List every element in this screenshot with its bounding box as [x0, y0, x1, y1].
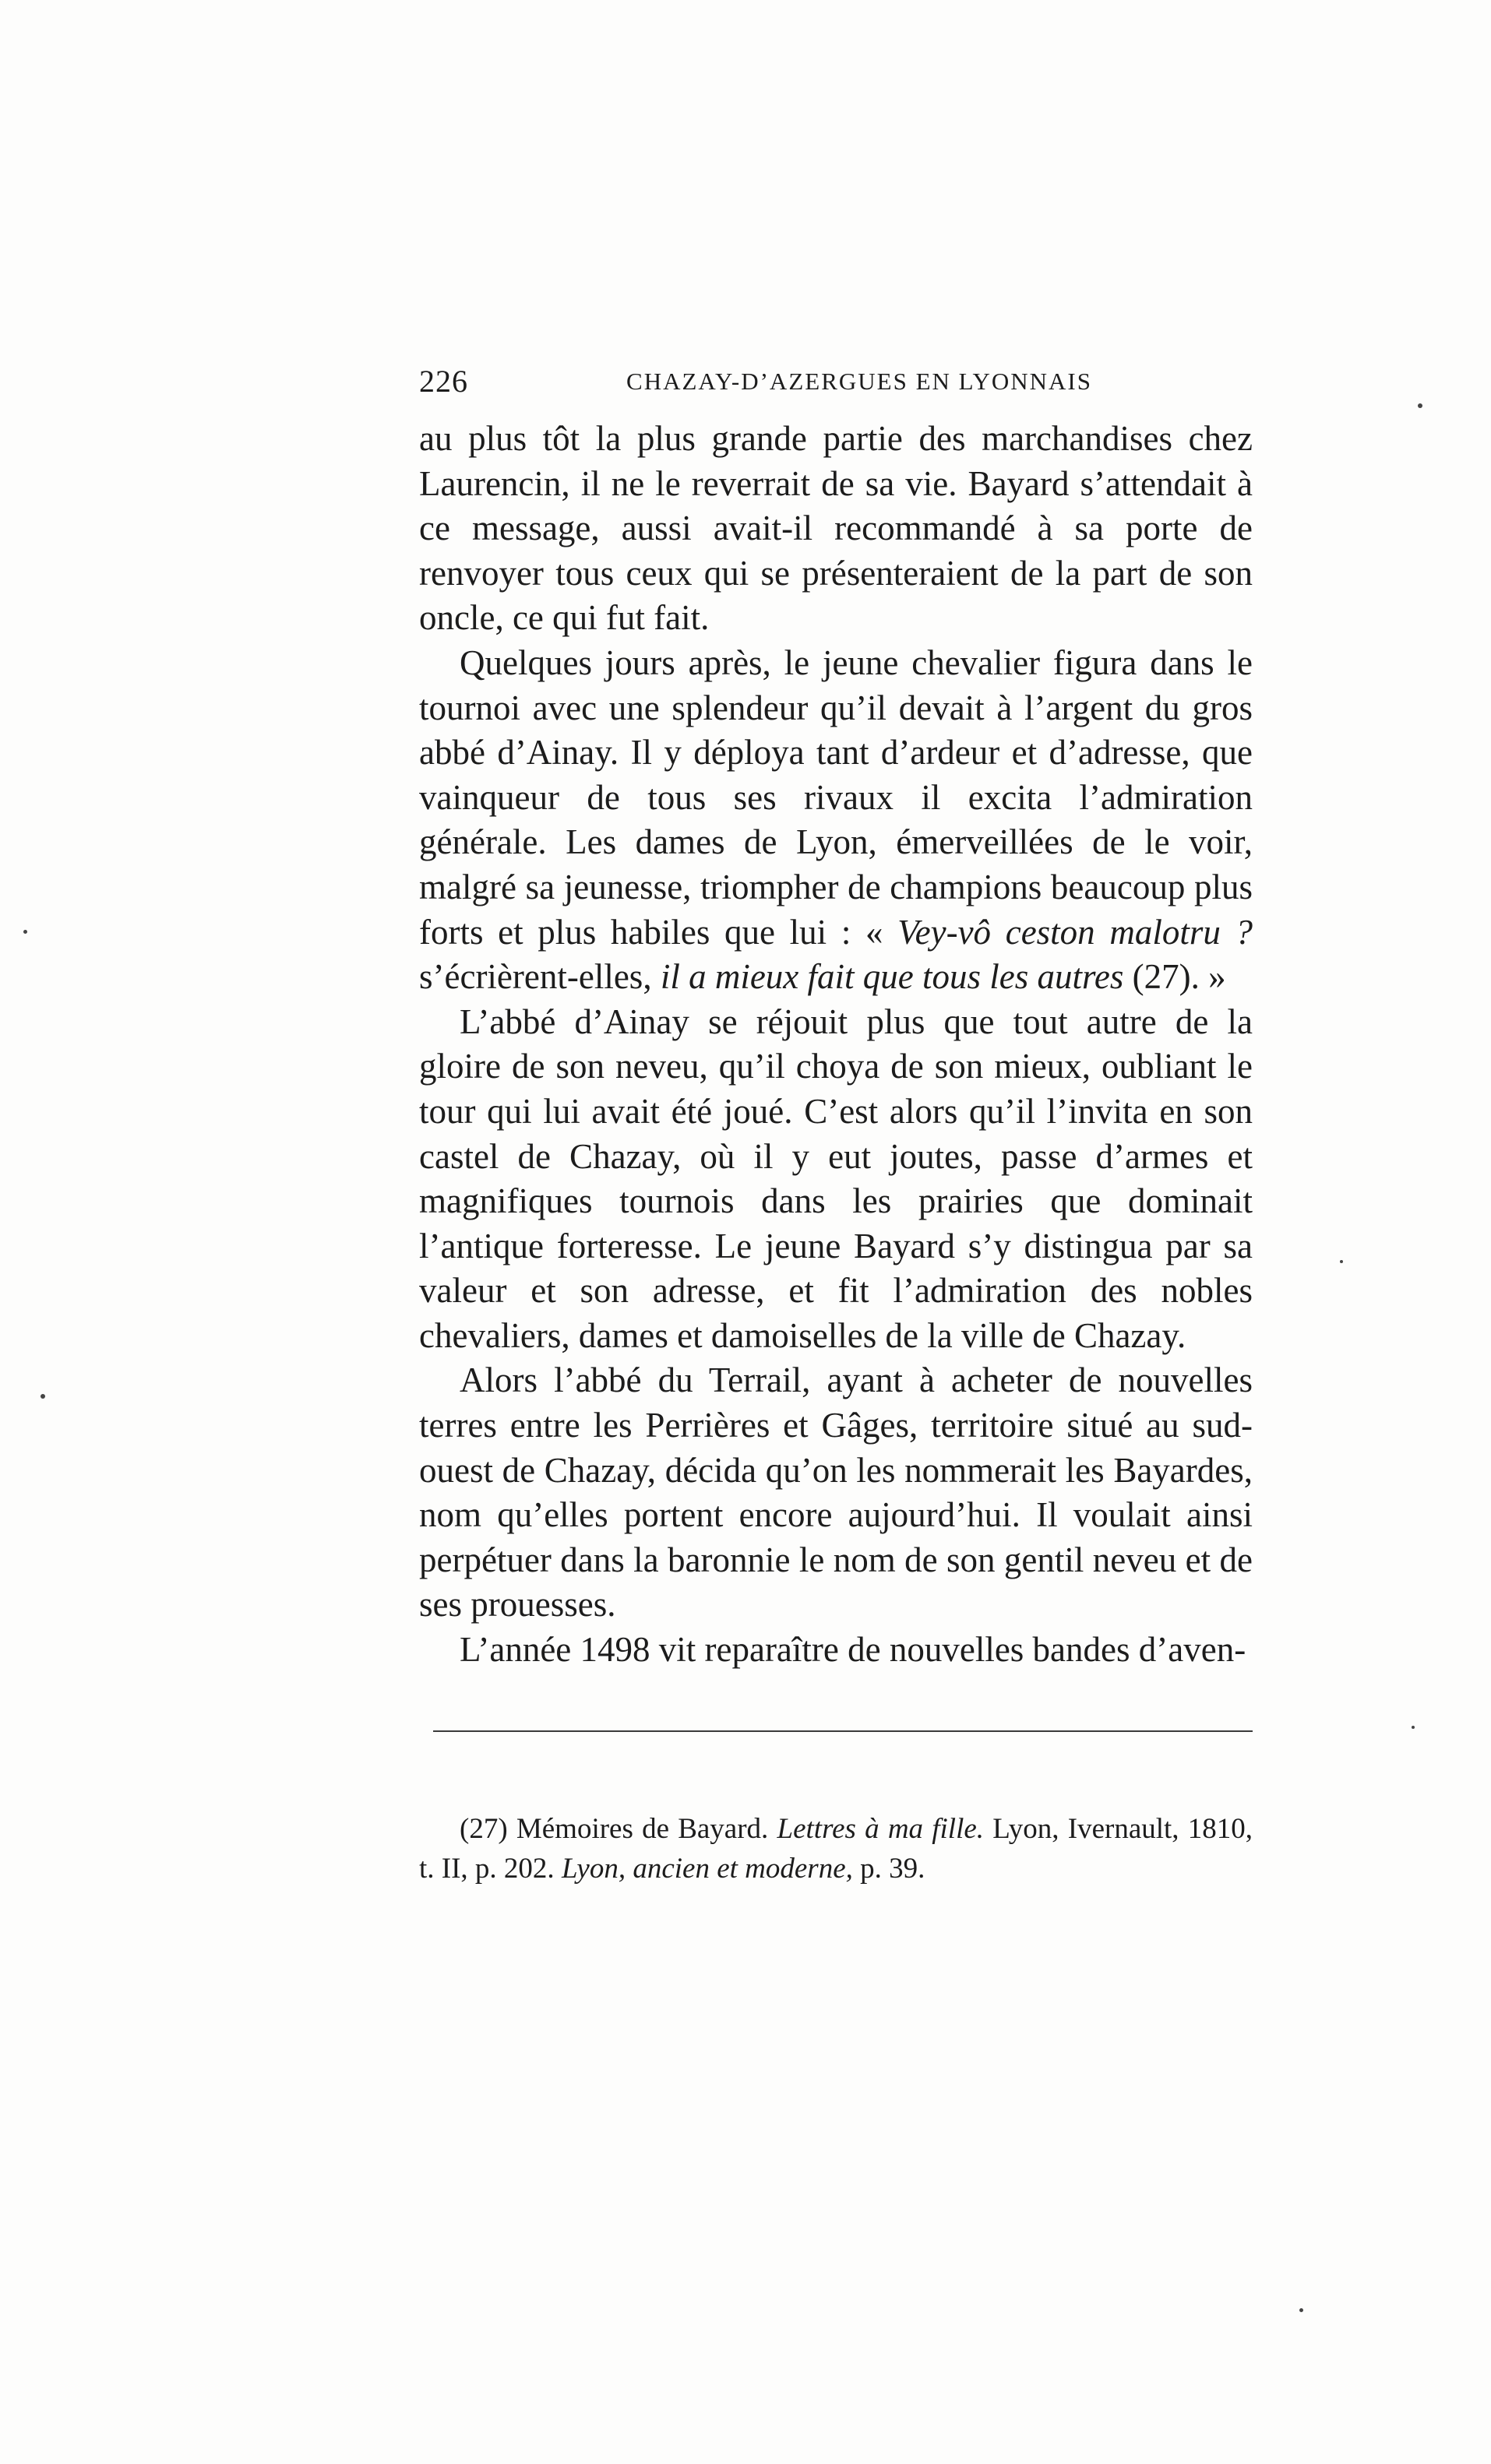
paragraph-3: L’abbé d’Ainay se réjouit plus que tout autre de la gloire de son neveu, qu’il choya de son mieux, oubliant le tour qui lui avait été joué. C’est alors qu’il l’invita en son castel de Chazay, où il y eut joutes, passe d’armes et magnifiques tournois dans les prairies que dominait l’antique forteresse. Le jeune Bayard s’y distingua par sa valeur et son adresse, et fit l’admiration des nobles chevaliers, dames et damoiselles de la ville de Chazay. — [419, 1001, 1253, 1355]
paper-speck — [23, 930, 27, 934]
paper-speck — [1412, 1726, 1415, 1729]
footnote-27 — [419, 1809, 1253, 1888]
footnote-text-3: p. 39. — [852, 1853, 925, 1885]
page-number: 226 — [419, 364, 468, 399]
quote-translation: il a mieux fait que tous les autres — [660, 957, 1124, 997]
footnote-title-1: Lettres à ma fille. — [777, 1813, 985, 1845]
paragraph-2-text-end: (27). » — [1123, 957, 1226, 997]
paragraph-1: au plus tôt la plus grande partie des marchandises chez Laurencin, il ne le reverrait de sa vie. Bayard s’attendait à ce message, aussi avait-il recommandé à sa porte de renvoyer tous ceux qui se présenteraient de la part de son oncle, ce qui fut fait. — [419, 419, 1253, 638]
paragraph-2-text-mid: s’écrièrent-elles, — [419, 957, 661, 997]
footnote-text-1: Mémoires de Bayard. — [507, 1813, 777, 1845]
body-text — [419, 417, 1253, 1673]
footnote-text-2: Lyon, Ivernault, 1810, t. II, p. 202. — [419, 1813, 1253, 1885]
paragraph-4: Alors l’abbé du Terrail, ayant à acheter de nouvelles terres entre les Perrières et Gâges, territoire situé au sud-ouest de Chazay, décida qu’on les nommerait les Bayardes, nom qu’elles portent encore aujourd’hui. Il voulait ainsi perpétuer dans la baronnie le nom de son gentil neveu et de ses prouesses. — [419, 1360, 1253, 1624]
paper-speck — [41, 1394, 45, 1399]
footnote-number: (27) — [460, 1813, 508, 1845]
paragraph-5: L’année 1498 vit reparaître de nouvelles bandes d’aven- — [460, 1630, 1246, 1670]
paper-speck — [1418, 403, 1422, 408]
running-title: CHAZAY-D’AZERGUES EN LYONNAIS — [626, 368, 1092, 395]
running-head — [419, 358, 1253, 405]
paragraph-2-text-start: Quelques jours après, le jeune chevalier figura dans le tournoi avec une splendeur qu’il devait à l’argent du gros abbé d’Ainay. Il y déploya tant d’ardeur et d’adresse, que vainqueur de tous ses rivaux il excita l’admiration générale. Les dames de Lyon, émerveillées de le voir, malgré sa jeunesse, triompher de champions beaucoup plus forts et plus habiles que lui : « — [419, 642, 1253, 952]
paper-speck — [1299, 2308, 1303, 2312]
paper-speck — [1340, 1260, 1343, 1263]
footnote-title-2: Lyon, ancien et moderne, — [561, 1853, 853, 1885]
quote-patois: Vey-vô ceston malotru ? — [897, 912, 1253, 952]
footnote-divider — [433, 1730, 1253, 1732]
paragraph-2 — [419, 641, 1253, 1000]
